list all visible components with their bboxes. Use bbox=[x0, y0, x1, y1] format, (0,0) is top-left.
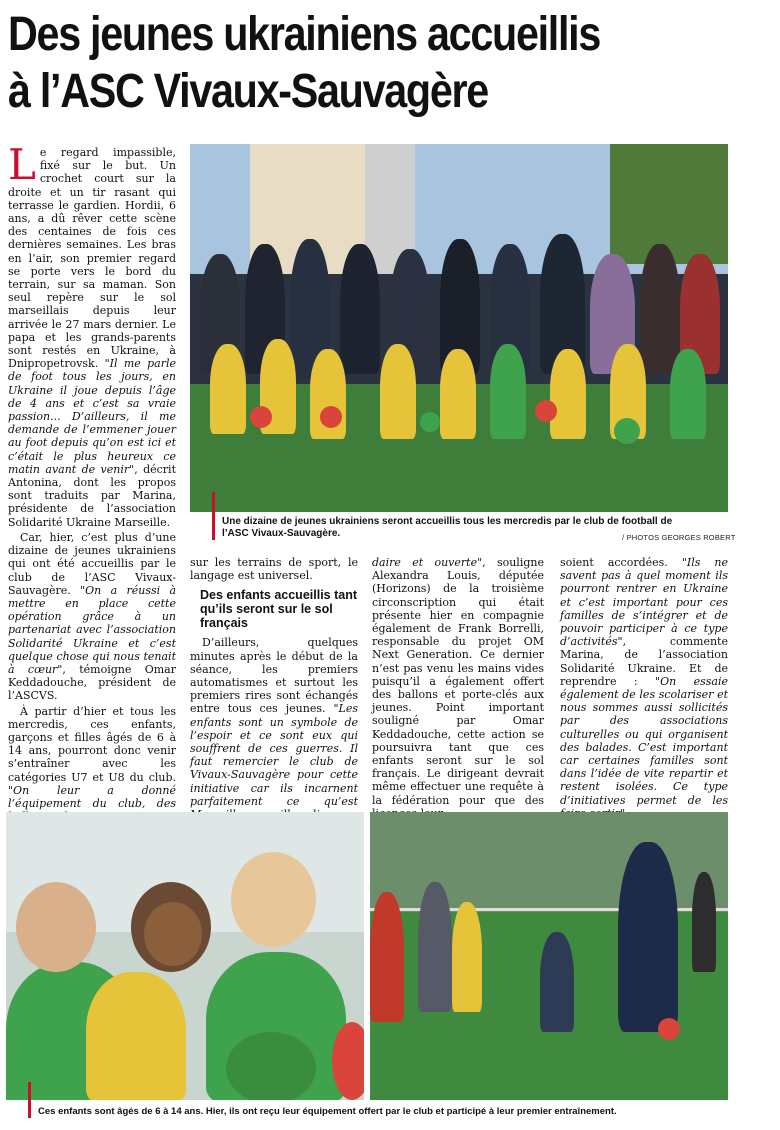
drop-cap: L bbox=[8, 140, 36, 189]
subhead: Des enfants accueillis tant qu’ils seront sur le sol français bbox=[200, 588, 358, 631]
bottom-caption-accent-bar bbox=[28, 1082, 31, 1118]
headline-line-2: à l’ASC Vivaux-Sauvagère bbox=[8, 65, 488, 118]
paragraph: sur les terrains de sport, le langage est universel. bbox=[190, 556, 358, 583]
paragraph: À partir d’hier et tous les mercredis, ces enfants, garçons et filles âgés de 6 à 14 ans, pourront donc venir s’entraîner avec les catégories U7 et U8 du club. "On leur a donné l’équipement du club, des bbox=[8, 704, 176, 810]
article-column-1 bbox=[8, 140, 176, 889]
paragraph: daire et ouverte", souligne Alexandra Louis, députée (Horizons) de la troisième circonscription qui était présente hier en compagnie également de Frank Borrelli, responsable du projet OM Next Generation. Ce dernier n’est pas venu les mains vides puisqu’il a également offert des ballons et porte-clés aux jeunes. Point important souligné par Omar Keddadouche, cette action se poursuivra tant que ces enfants seront sur le sol français. Le dirigeant devrait même effectuer une requête à la fédération pour que des bbox=[372, 556, 544, 807]
article-column-4 bbox=[560, 556, 728, 839]
caption-accent-bar bbox=[212, 492, 215, 540]
bottom-photo-caption: Ces enfants sont âgés de 6 à 14 ans. Hier, ils ont reçu leur équipement offert par le club et participé à leur premier entraînement. bbox=[38, 1106, 617, 1117]
paragraph: Car, hier, c’est plus d’une dizaine de jeunes ukrainiens qui ont été accueillis par le club de l’ASC Vivaux-Sauvagère. "On a réussi à mettre en place cette opération grâce à un partenariat avec l’association Solidarité Ukraine et c’est quelque chose qui nous tenait à cœur", témoigne Omar Keddadouche, président de l’ASCVS. bbox=[8, 530, 176, 703]
paragraph: soient accordées. "Ils ne savent pas à quel moment ils pourront rentrer en Ukraine et c’est important pour ces familles de s’intégrer et de pouvoir participer à ce type d’activités", commente Marina, de l’association Solidarité Ukraine. Et de reprendre : "On essaie également de les scolariser et nous sommes aussi sollicités par des associations culturelles ou qui organisent des balades. C’est important car certaines familles sont dans l’idée de vite repartir et restent isolées. Ce type d’initiatives permet de les bbox=[560, 556, 728, 807]
lead-paragraph: Le regard impassible, fixé sur le but. Un crochet court sur la droite et un tir rasant qui terrasse le gardien. Hordii, 6 ans, a dû rêver cette scène des centaines de fois ces dernières semaines. Les bras en l’air, son premier regard se porte vers le bord du terrain, sur sa maman. Son seul repère sur le sol marseillais depuis leur arrivée le 27 mars dernier. Le papa et les grands-parents sont restés en Ukraine, à Dnipropetrovsk. "Il me parle de foot tous les jours, en Ukraine il joue depuis l’âge de 4 ans et c’est sa vraie passion... D’ailleurs, il me demande de l’emmener jouer au foot depuis qu’on est ici et c’était le plus heureux ce matin avant de venir", décrit Antonina, dont les propos sont traduits par Marina, présidente de l’association Solidarité Ukraine Marseille. bbox=[8, 140, 176, 529]
children-closeup-photo bbox=[6, 812, 364, 1100]
article-column-2 bbox=[190, 556, 358, 821]
photo-credit: / PHOTOS GEORGES ROBERT bbox=[622, 533, 736, 542]
article-headline bbox=[8, 6, 662, 120]
training-session-photo bbox=[370, 812, 728, 1100]
paragraph: D’ailleurs, quelques minutes après le début de la séance, les premiers automatismes et surtout les premiers rires sont échangés entre tous ces jeunes. "Les enfants sont un symbole de l’espoir et ce sont eux qui souffrent de ces guerres. Il faut remercier le club de Vivaux-Sauvagère pour cette initiative car ils incarnent parfaitement ce qu’est bbox=[190, 636, 358, 808]
main-team-photo bbox=[190, 144, 728, 512]
article-column-3 bbox=[372, 556, 544, 820]
main-photo-caption: Une dizaine de jeunes ukrainiens seront accueillis tous les mercredis par le club de football de l’ASC Vivaux-Sauvagère. bbox=[222, 516, 673, 539]
headline-line-1: Des jeunes ukrainiens accueillis bbox=[8, 8, 600, 61]
